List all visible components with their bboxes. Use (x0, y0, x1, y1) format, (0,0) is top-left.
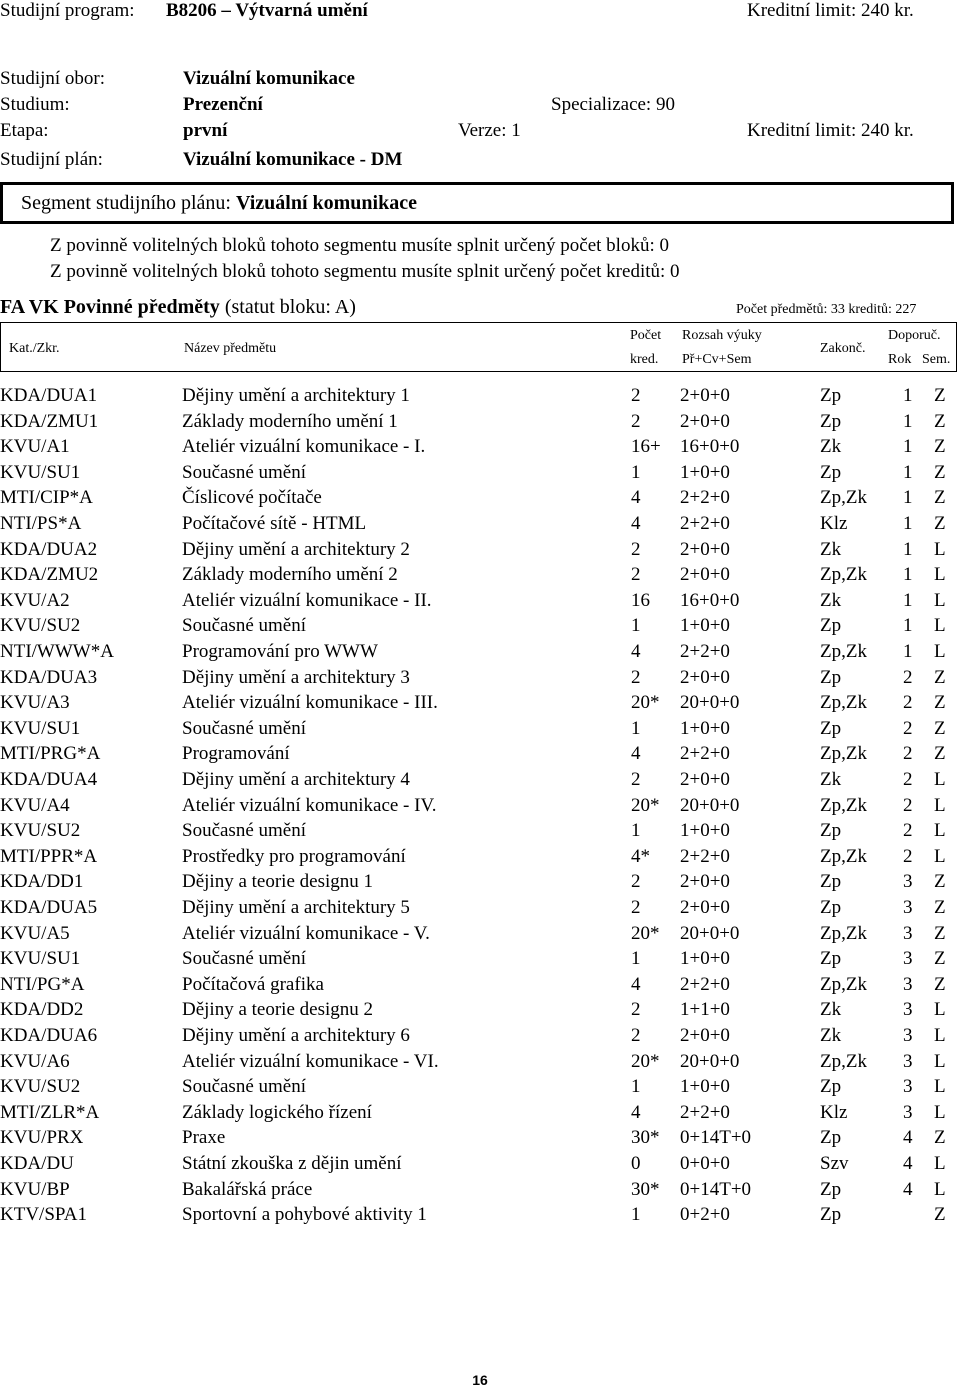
table-row (0, 769, 960, 794)
course-year: 3 (903, 897, 913, 918)
course-name: Základy moderního umění 2 (182, 564, 398, 586)
course-name: Ateliér vizuální komunikace - VI. (182, 1050, 439, 1072)
course-completion: Klz (820, 513, 848, 534)
header-kat: Kat./Zkr. (9, 341, 60, 356)
course-name: Dějiny umění a architektury 6 (182, 1025, 410, 1046)
course-code: KVU/A5 (0, 922, 70, 944)
course-name: Dějiny umění a architektury 5 (182, 897, 410, 918)
course-name: Současné umění (182, 615, 307, 637)
course-name: Dějiny umění a architektury 3 (182, 666, 410, 688)
block-stats: Počet předmětů: 33 kreditů: 227 (736, 302, 917, 317)
course-code: MTI/PPR*A (0, 845, 98, 867)
course-completion: Zp,Zk (820, 845, 867, 867)
course-completion: Zp,Zk (820, 743, 867, 765)
course-semester: L (934, 1050, 946, 1072)
table-row (0, 411, 960, 436)
credit-limit-top: Kreditní limit: 240 kr. (747, 0, 914, 21)
course-year: 3 (903, 999, 913, 1021)
course-completion: Zp (820, 897, 842, 918)
course-year: 1 (903, 564, 913, 586)
course-scope: 2+0+0 (680, 385, 730, 406)
course-code: KVU/PRX (0, 1127, 84, 1149)
course-year: 3 (903, 1101, 913, 1123)
course-code: NTI/PG*A (0, 973, 85, 995)
course-year: 4 (903, 1153, 913, 1174)
table-row (0, 871, 960, 896)
header-nazev: Název předmětu (184, 341, 277, 356)
course-completion: Zp (820, 948, 842, 970)
course-name: Současné umění (182, 717, 307, 739)
course-code: KVU/SU1 (0, 717, 81, 739)
course-semester: Z (934, 1127, 946, 1149)
course-semester: L (934, 1076, 946, 1098)
course-credits: 2 (631, 897, 641, 918)
table-row (0, 564, 960, 589)
course-completion: Zk (820, 1025, 842, 1046)
course-semester: L (934, 1025, 946, 1046)
table-row (0, 692, 960, 717)
course-scope: 2+0+0 (680, 666, 730, 688)
course-semester: Z (934, 692, 946, 714)
course-code: MTI/CIP*A (0, 487, 93, 509)
course-completion: Zp (820, 1178, 842, 1200)
course-completion: Zp (820, 1204, 842, 1226)
course-name: Dějiny a teorie designu 2 (182, 999, 374, 1021)
course-code: KDA/DD1 (0, 871, 84, 893)
rule-credits: Z povinně volitelných bloků tohoto segmentu musíte splnit určený počet kreditů: 0 (50, 261, 680, 282)
course-scope: 2+2+0 (680, 973, 730, 995)
course-credits: 4* (631, 845, 650, 867)
table-row (0, 1102, 960, 1127)
course-code: KDA/DUA5 (0, 897, 98, 918)
course-completion: Szv (820, 1153, 849, 1174)
course-year: 2 (903, 743, 913, 765)
table-row (0, 1025, 960, 1050)
course-year: 2 (903, 717, 913, 739)
course-semester: L (934, 1178, 946, 1200)
course-completion: Zp,Zk (820, 973, 867, 995)
course-name: Programování pro WWW (182, 641, 378, 662)
course-semester: L (934, 820, 946, 842)
specializace: Specializace: 90 (551, 94, 675, 115)
course-year: 1 (903, 513, 913, 534)
course-completion: Zp,Zk (820, 1050, 867, 1072)
course-code: KVU/A1 (0, 436, 70, 458)
header-doporuc: Doporuč. (888, 328, 941, 343)
plan-label: Studijní plán: (0, 149, 103, 170)
course-scope: 1+0+0 (680, 820, 730, 842)
course-year: 1 (903, 461, 913, 483)
course-semester: L (934, 589, 946, 611)
course-completion: Zp,Zk (820, 487, 867, 509)
course-code: MTI/ZLR*A (0, 1101, 100, 1123)
header-prcvsem: Př+Cv+Sem (682, 352, 752, 367)
course-code: KDA/ZMU2 (0, 564, 99, 586)
course-credits: 2 (631, 538, 641, 560)
course-credits: 2 (631, 385, 641, 406)
course-code: KDA/DUA1 (0, 385, 98, 406)
course-credits: 20* (631, 794, 660, 816)
course-name: Sportovní a pohybové aktivity 1 (182, 1204, 427, 1226)
header-pocet: Počet (630, 328, 662, 343)
course-credits: 1 (631, 1076, 641, 1098)
table-row (0, 1051, 960, 1076)
table-row (0, 539, 960, 564)
table-row (0, 999, 960, 1024)
course-semester: Z (934, 897, 946, 918)
course-completion: Zp (820, 717, 842, 739)
course-year: 2 (903, 845, 913, 867)
course-scope: 20+0+0 (680, 922, 740, 944)
course-credits: 1 (631, 948, 641, 970)
course-semester: Z (934, 436, 946, 458)
course-credits: 2 (631, 1025, 641, 1046)
course-semester: Z (934, 871, 946, 893)
course-credits: 16 (631, 589, 650, 611)
table-row (0, 462, 960, 487)
course-scope: 2+2+0 (680, 513, 730, 534)
course-name: Ateliér vizuální komunikace - IV. (182, 794, 437, 816)
course-year: 2 (903, 820, 913, 842)
course-name: Státní zkouška z dějin umění (182, 1153, 402, 1174)
course-credits: 4 (631, 743, 641, 765)
program-value: B8206 – Výtvarná umění (166, 0, 368, 21)
course-name: Ateliér vizuální komunikace - I. (182, 436, 426, 458)
course-code: KVU/SU1 (0, 461, 81, 483)
course-name: Dějiny umění a architektury 2 (182, 538, 410, 560)
course-semester: Z (934, 922, 946, 944)
course-completion: Zp (820, 1076, 842, 1098)
table-row (0, 795, 960, 820)
course-completion: Zk (820, 589, 842, 611)
course-completion: Zp (820, 385, 842, 406)
table-row (0, 385, 960, 410)
block-title-name: FA VK Povinné předměty (0, 296, 220, 318)
course-code: KTV/SPA1 (0, 1204, 87, 1226)
table-row (0, 1204, 960, 1229)
course-completion: Zp (820, 820, 842, 842)
table-row (0, 846, 960, 871)
course-semester: L (934, 1153, 946, 1174)
course-semester: L (934, 845, 946, 867)
course-name: Bakalářská práce (182, 1178, 313, 1200)
course-name: Počítačové sítě - HTML (182, 513, 367, 534)
course-scope: 1+0+0 (680, 1076, 730, 1098)
table-row (0, 974, 960, 999)
course-year: 3 (903, 922, 913, 944)
course-credits: 20* (631, 922, 660, 944)
course-year: 1 (903, 538, 913, 560)
course-scope: 2+0+0 (680, 538, 730, 560)
course-semester: Z (934, 717, 946, 739)
studium-value: Prezenční (183, 94, 263, 115)
course-credits: 1 (631, 717, 641, 739)
course-code: KVU/SU1 (0, 948, 81, 970)
course-semester: L (934, 794, 946, 816)
course-scope: 2+2+0 (680, 641, 730, 662)
rule-blocks: Z povinně volitelných bloků tohoto segmentu musíte splnit určený počet bloků: 0 (50, 235, 669, 256)
course-credits: 1 (631, 615, 641, 637)
course-scope: 1+0+0 (680, 461, 730, 483)
course-code: KVU/SU2 (0, 1076, 81, 1098)
course-credits: 20* (631, 1050, 660, 1072)
course-name: Číslicové počítače (182, 487, 322, 509)
course-year: 1 (903, 641, 913, 662)
course-name: Současné umění (182, 948, 307, 970)
course-year: 3 (903, 948, 913, 970)
course-credits: 30* (631, 1127, 660, 1149)
course-completion: Zp,Zk (820, 564, 867, 586)
course-credits: 4 (631, 641, 641, 662)
table-row (0, 641, 960, 666)
course-scope: 2+2+0 (680, 743, 730, 765)
block-title (0, 296, 356, 319)
course-name: Počítačová grafika (182, 973, 324, 995)
studium-label: Studium: (0, 94, 70, 115)
course-year: 1 (903, 385, 913, 406)
course-credits: 30* (631, 1178, 660, 1200)
page-number: 16 (472, 1372, 488, 1388)
course-credits: 16+ (631, 436, 661, 458)
course-credits: 2 (631, 871, 641, 893)
course-credits: 4 (631, 973, 641, 995)
course-year: 1 (903, 487, 913, 509)
course-code: KDA/DUA4 (0, 769, 98, 790)
course-scope: 0+14T+0 (680, 1178, 752, 1200)
course-semester: Z (934, 513, 946, 534)
course-credits: 1 (631, 820, 641, 842)
course-year: 3 (903, 1076, 913, 1098)
course-credits: 1 (631, 1204, 641, 1226)
table-row (0, 923, 960, 948)
course-code: KVU/SU2 (0, 615, 81, 637)
table-row (0, 1153, 960, 1178)
block-title-status: (statut bloku: A) (224, 296, 356, 318)
course-code: KVU/SU2 (0, 820, 81, 842)
course-code: KVU/A2 (0, 589, 70, 611)
course-scope: 1+0+0 (680, 948, 730, 970)
course-credits: 4 (631, 1101, 641, 1123)
segment-title (21, 192, 417, 215)
course-code: KDA/DUA3 (0, 666, 98, 688)
course-semester: Z (934, 487, 946, 509)
course-scope: 2+0+0 (680, 1025, 730, 1046)
table-row (0, 436, 960, 461)
course-code: MTI/PRG*A (0, 743, 101, 765)
course-name: Současné umění (182, 1076, 307, 1098)
course-scope: 2+0+0 (680, 871, 730, 893)
course-semester: Z (934, 948, 946, 970)
header-rozsah: Rozsah výuky (682, 328, 762, 343)
course-completion: Zk (820, 436, 842, 458)
course-name: Ateliér vizuální komunikace - II. (182, 589, 432, 611)
course-credits: 0 (631, 1153, 641, 1174)
course-scope: 0+0+0 (680, 1153, 730, 1174)
course-year: 3 (903, 1025, 913, 1046)
course-code: KVU/BP (0, 1178, 70, 1200)
course-year: 4 (903, 1127, 913, 1149)
course-semester: L (934, 999, 946, 1021)
verze: Verze: 1 (458, 120, 521, 141)
header-sem: Sem. (922, 352, 951, 367)
course-completion: Zp (820, 871, 842, 893)
course-credits: 2 (631, 769, 641, 790)
course-credits: 2 (631, 666, 641, 688)
course-year: 3 (903, 973, 913, 995)
course-semester: L (934, 538, 946, 560)
course-scope: 20+0+0 (680, 1050, 740, 1072)
credit-limit: Kreditní limit: 240 kr. (747, 120, 914, 141)
course-code: KDA/DU (0, 1153, 74, 1174)
course-code: KVU/A3 (0, 692, 70, 714)
course-year: 4 (903, 1178, 913, 1200)
course-code: KDA/DUA6 (0, 1025, 98, 1046)
obor-value: Vizuální komunikace (183, 68, 355, 89)
course-name: Dějiny a teorie designu 1 (182, 871, 374, 893)
table-row (0, 513, 960, 538)
header-rok: Rok (888, 352, 912, 367)
course-completion: Zp (820, 666, 842, 688)
course-name: Základy logického řízení (182, 1101, 372, 1123)
course-completion: Zk (820, 999, 842, 1021)
header-zakonc: Zakonč. (820, 341, 866, 356)
header-kred: kred. (630, 352, 659, 367)
table-row (0, 820, 960, 845)
course-scope: 2+0+0 (680, 769, 730, 790)
course-name: Dějiny umění a architektury 1 (182, 385, 410, 406)
course-semester: L (934, 564, 946, 586)
course-scope: 2+2+0 (680, 845, 730, 867)
table-row (0, 487, 960, 512)
program-label: Studijní program: (0, 0, 135, 21)
course-year: 3 (903, 871, 913, 893)
etapa-value: první (183, 120, 228, 141)
course-code: KDA/DD2 (0, 999, 84, 1021)
course-name: Současné umění (182, 820, 307, 842)
etapa-label: Etapa: (0, 120, 49, 141)
course-semester: Z (934, 666, 946, 688)
course-year: 1 (903, 589, 913, 611)
course-completion: Zp,Zk (820, 922, 867, 944)
course-credits: 20* (631, 692, 660, 714)
course-year: 2 (903, 692, 913, 714)
course-code: NTI/PS*A (0, 513, 82, 534)
course-credits: 2 (631, 999, 641, 1021)
course-completion: Zp (820, 410, 842, 432)
table-row (0, 590, 960, 615)
table-row (0, 718, 960, 743)
course-scope: 1+0+0 (680, 615, 730, 637)
course-scope: 20+0+0 (680, 794, 740, 816)
course-completion: Zp,Zk (820, 794, 867, 816)
course-scope: 0+14T+0 (680, 1127, 752, 1149)
course-name: Základy moderního umění 1 (182, 410, 398, 432)
course-scope: 16+0+0 (680, 589, 740, 611)
course-year: 1 (903, 410, 913, 432)
course-completion: Zp,Zk (820, 692, 867, 714)
table-row (0, 667, 960, 692)
course-completion: Zp (820, 1127, 842, 1149)
course-completion: Zk (820, 769, 842, 790)
course-scope: 16+0+0 (680, 436, 740, 458)
course-name: Dějiny umění a architektury 4 (182, 769, 410, 790)
course-name: Současné umění (182, 461, 307, 483)
segment-value: Vizuální komunikace (236, 192, 417, 214)
table-row (0, 1076, 960, 1101)
course-code: KDA/DUA2 (0, 538, 98, 560)
course-year: 2 (903, 769, 913, 790)
course-completion: Zp (820, 615, 842, 637)
course-year: 1 (903, 615, 913, 637)
segment-box (0, 182, 954, 224)
course-code: NTI/WWW*A (0, 641, 114, 662)
course-scope: 1+1+0 (680, 999, 730, 1021)
plan-value: Vizuální komunikace - DM (183, 149, 403, 170)
course-semester: Z (934, 410, 946, 432)
course-semester: L (934, 1101, 946, 1123)
course-semester: Z (934, 973, 946, 995)
table-row (0, 615, 960, 640)
course-year: 2 (903, 666, 913, 688)
course-year: 3 (903, 1050, 913, 1072)
table-row (0, 743, 960, 768)
course-semester: Z (934, 385, 946, 406)
course-credits: 2 (631, 410, 641, 432)
course-name: Praxe (182, 1127, 226, 1149)
course-completion: Zp (820, 461, 842, 483)
course-scope: 20+0+0 (680, 692, 740, 714)
course-name: Prostředky pro programování (182, 845, 406, 867)
course-completion: Zp,Zk (820, 641, 867, 662)
table-row (0, 1179, 960, 1204)
course-scope: 2+2+0 (680, 1101, 730, 1123)
table-row (0, 1127, 960, 1152)
course-credits: 4 (631, 487, 641, 509)
course-credits: 4 (631, 513, 641, 534)
course-code: KVU/A6 (0, 1050, 70, 1072)
course-name: Programování (182, 743, 290, 765)
table-header (0, 322, 957, 372)
obor-label: Studijní obor: (0, 68, 106, 89)
course-scope: 2+0+0 (680, 410, 730, 432)
course-completion: Zk (820, 538, 842, 560)
table-row (0, 897, 960, 922)
course-year: 2 (903, 794, 913, 816)
course-scope: 1+0+0 (680, 717, 730, 739)
course-scope: 0+2+0 (680, 1204, 730, 1226)
course-scope: 2+0+0 (680, 564, 730, 586)
course-semester: L (934, 615, 946, 637)
course-name: Ateliér vizuální komunikace - III. (182, 692, 438, 714)
table-row (0, 948, 960, 973)
course-completion: Klz (820, 1101, 848, 1123)
course-semester: Z (934, 461, 946, 483)
course-code: KVU/A4 (0, 794, 70, 816)
course-credits: 2 (631, 564, 641, 586)
course-semester: L (934, 641, 946, 662)
course-name: Ateliér vizuální komunikace - V. (182, 922, 430, 944)
course-scope: 2+2+0 (680, 487, 730, 509)
course-credits: 1 (631, 461, 641, 483)
course-year: 1 (903, 436, 913, 458)
course-semester: Z (934, 743, 946, 765)
segment-label: Segment studijního plánu: (21, 192, 231, 214)
course-code: KDA/ZMU1 (0, 410, 99, 432)
course-scope: 2+0+0 (680, 897, 730, 918)
course-semester: L (934, 769, 946, 790)
course-semester: Z (934, 1204, 946, 1226)
